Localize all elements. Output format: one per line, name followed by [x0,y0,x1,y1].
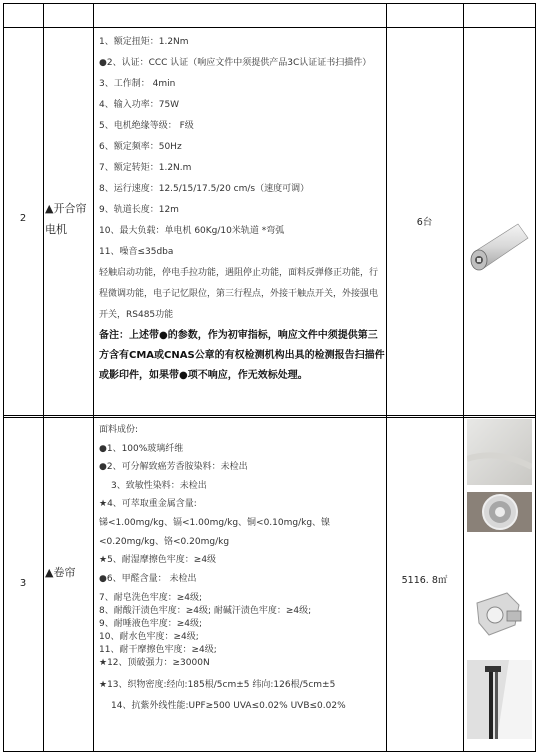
spec-line: 8、耐酸汗渍色牢度：≥4级; 耐碱汗渍色牢度：≥4级; [99,606,312,617]
product-name: ▲开合帘电机 [45,202,87,236]
spec-line: ●2、可分解致癌芳香胺染料：未检出 [99,462,248,473]
spec-line: 3、致敏性染料：未检出 [111,480,207,491]
rail-image [467,660,532,739]
row-number: 3 [19,578,27,589]
spec-line: 轻触启动功能，停电手拉功能，遇阻停止功能，面料反弹修正功能，行程微调功能，电子记忆限位，第三行程点，外接干触点开关，外接强电开关，RS485功能 [99,268,379,320]
spec-line: ●6、甲醛含量： 未检出 [99,573,197,584]
spec-list-motor [99,32,385,386]
spec-line: ★5、耐湿摩擦色牢度：≥4级 [99,555,217,566]
tube-image [467,492,532,532]
spec-line: 11、噪音≤35dba [99,247,174,257]
spec-line: ★4、可萃取重金属含量: [99,499,197,510]
spec-line: 面料成份: [99,425,139,435]
spec-line: ●2、认证：CCC 认证（响应文件中须提供产品3C认证证书扫描件） [99,58,372,68]
quantity: 5116. 8㎡ [401,575,448,586]
fabric-image [467,419,532,485]
col-divider [43,3,44,752]
spec-line: 14、抗紫外线性能:UPF≥500 UVA≤0.02% UVB≤0.02% [111,700,346,711]
row-divider [3,415,536,418]
spec-line: 3、工作制： 4min [99,79,176,89]
row-divider [3,27,536,28]
spec-line: 7、额定转矩：1.2N.m [99,163,192,173]
spec-line: 6、额定频率：50Hz [99,142,182,152]
spec-line: 5、电机绝缘等级： F级 [99,121,194,131]
spec-line: 11、耐干摩擦色牢度：≥4级; [99,645,217,656]
spec-line: ●1、100%玻璃纤维 [99,443,184,454]
spec-line: 10、耐水色牢度：≥4级; [99,632,199,643]
col-divider [386,3,387,752]
spec-line: ★13、织物密度:经向:185根/5cm±5 纬向:126根/5cm±5 [99,680,336,691]
spec-line: 锑<1.00mg/kg、镉<1.00mg/kg、铜<0.10mg/kg、镍<0.20mg/kg、铬<0.20mg/kg [99,517,331,547]
spec-list-roller-blind [99,421,385,716]
col-divider [93,3,94,752]
product-name: ▲卷帘 [45,566,76,579]
spec-line: 8、运行速度：12.5/15/17.5/20 cm/s（速度可调） [99,184,310,194]
spec-note: 备注：上述带●的参数，作为初审指标，响应文件中须提供第三方含有CMA或CNAS公章的有权检测机构出具的检测报告扫描件或影印件，如果带●项不响应，作无效标处理。 [99,330,385,381]
spec-line: 10、最大负载：单电机 60Kg/10米轨道 *弯弧 [99,226,285,236]
spec-line: 4、输入功率：75W [99,100,180,110]
col-divider [463,3,464,752]
spec-line: ★12、顶破强力：≥3000N [99,658,210,669]
spec-line: 9、耐唾液色牢度：≥4级; [99,619,203,630]
row-number: 2 [19,213,27,224]
spec-line: 1、额定扭矩：1.2Nm [99,37,189,47]
spec-line: 7、耐皂洗色牢度：≥4级; [99,593,203,604]
spec-line: 9、轨道长度：12m [99,205,179,215]
bracket-image [467,585,532,647]
motor-image [468,218,530,280]
quantity: 6台 [416,217,433,228]
